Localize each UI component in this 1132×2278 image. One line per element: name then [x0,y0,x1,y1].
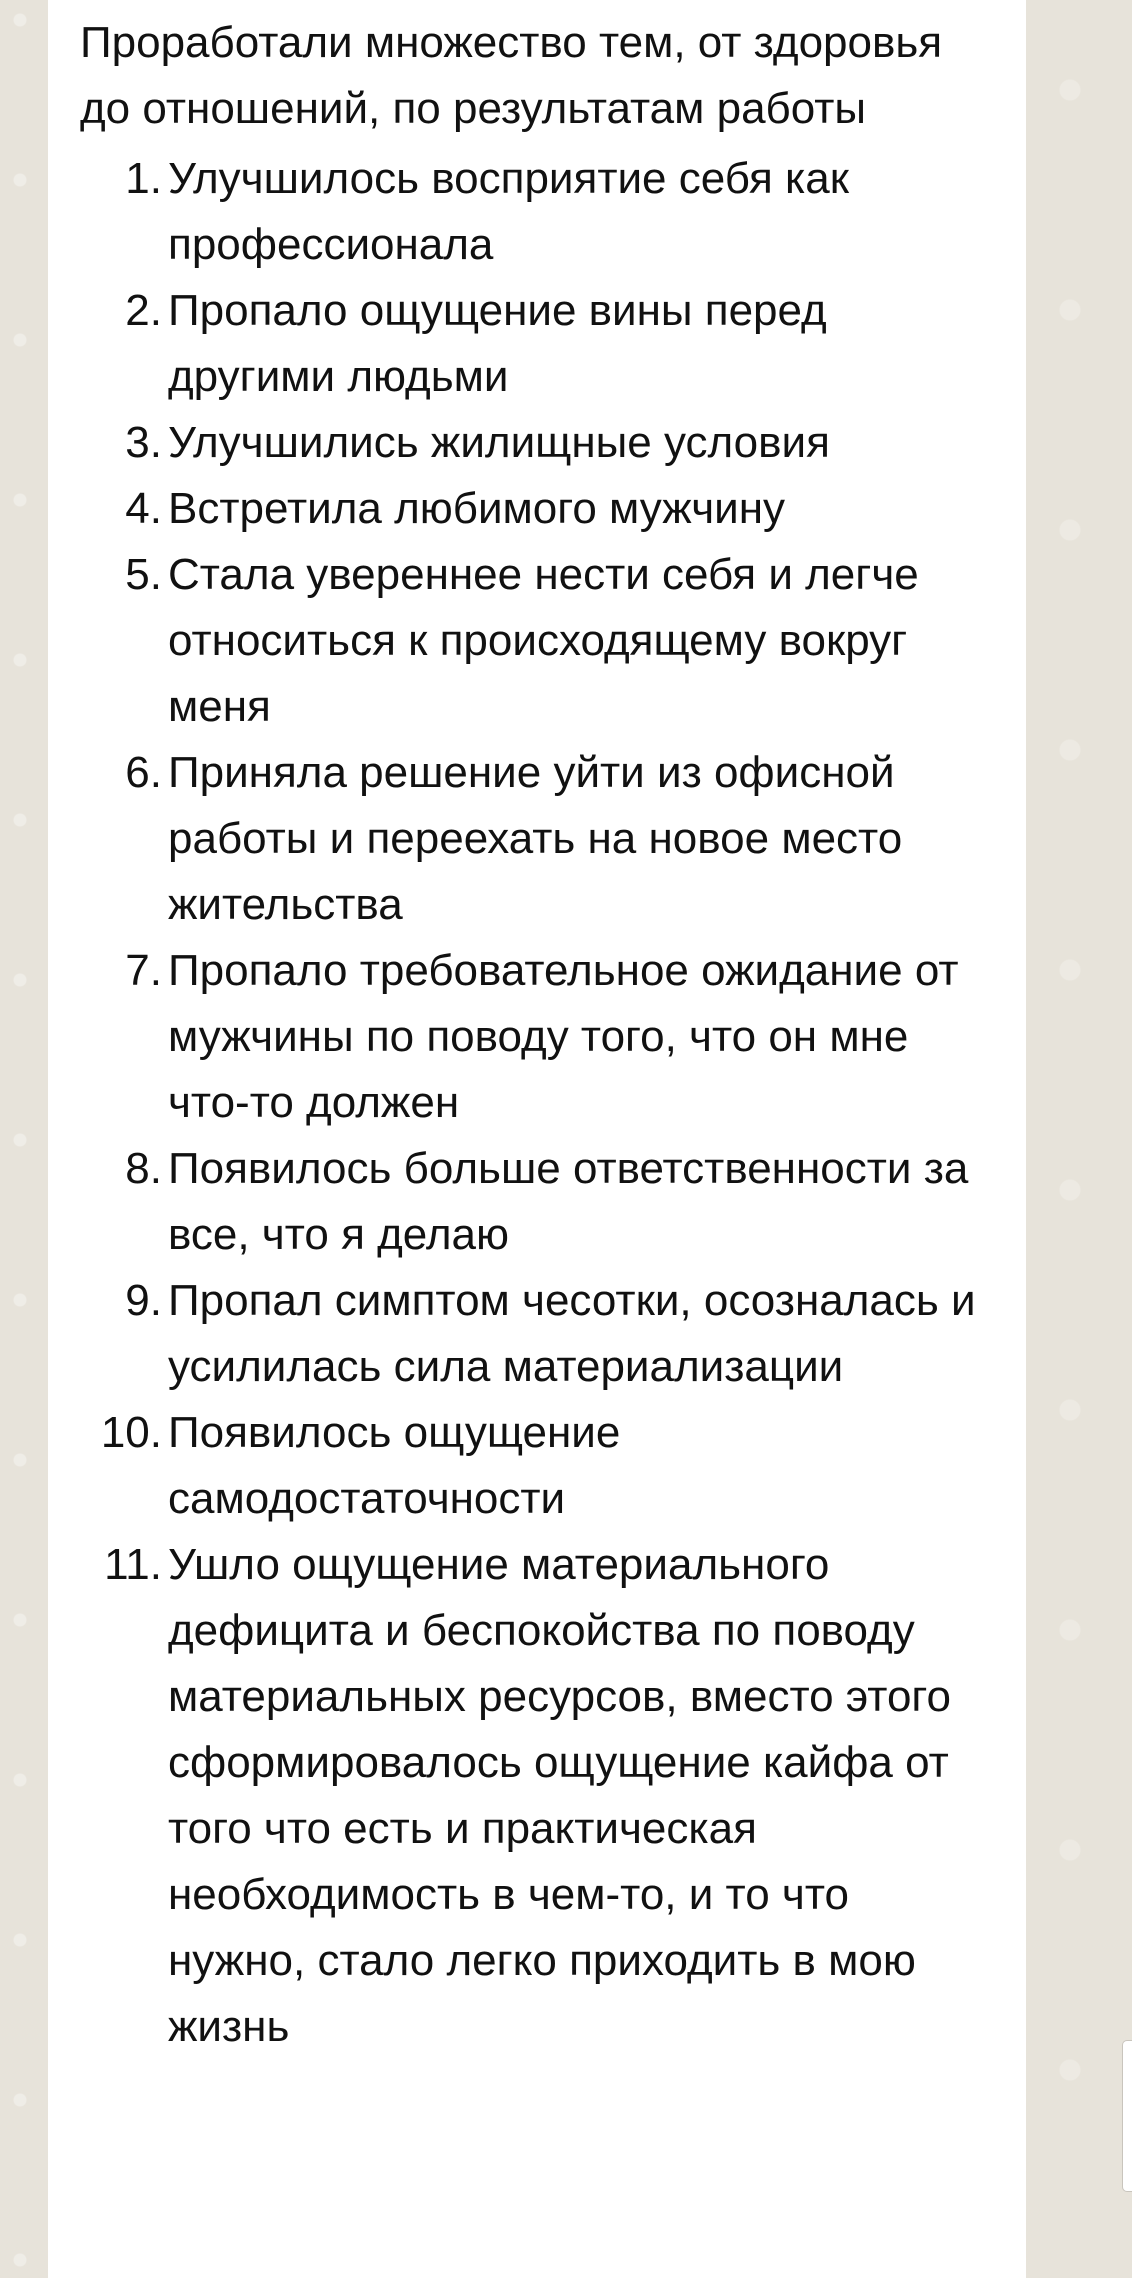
list-item [80,278,994,410]
results-list [80,146,994,2060]
list-item [80,740,994,938]
item-text: Появилось больше ответственности за все, что я делаю [168,1144,969,1259]
list-item [80,1268,994,1400]
list-item [80,146,994,278]
list-item [80,542,994,740]
message-bubble[interactable] [48,0,1026,2278]
list-item [80,1400,994,1532]
item-number: 11. [104,1540,162,1589]
item-number: 4. [125,484,162,533]
item-text: Встретила любимого мужчину [168,484,786,533]
list-item [80,938,994,1136]
item-text: Появилось ощущение самодостаточности [168,1408,621,1523]
item-text: Пропало ощущение вины перед другими людьми [168,286,827,401]
item-text: Улучшились жилищные условия [168,418,830,467]
item-text: Стала увереннее нести себя и легче относиться к происходящему вокруг меня [168,550,919,731]
item-number: 10. [100,1408,162,1457]
item-number: 3. [125,418,162,467]
list-item [80,1136,994,1268]
item-text: Приняла решение уйти из офисной работы и переехать на новое место жительства [168,748,903,929]
item-text: Ушло ощущение материального дефицита и беспокойства по поводу материальных ресурсов, вместо этого сформировалось ощущение кайфа от того что есть и практическая необходимость в чем-то, и то что нужно, стало легко приходить в мою жизнь [168,1540,951,2051]
list-item [80,1532,994,2060]
item-text: Пропало требовательное ожидание от мужчины по поводу того, что он мне что-то должен [168,946,959,1127]
item-number: 1. [125,154,162,203]
item-number: 5. [125,550,162,599]
item-number: 6. [125,748,162,797]
list-item [80,410,994,476]
scroll-indicator[interactable] [1122,2040,1132,2192]
item-text: Пропал симптом чесотки, осозналась и усилилась сила материализации [168,1276,976,1391]
list-item [80,476,994,542]
item-number: 9. [125,1276,162,1325]
item-text: Улучшилось восприятие себя как профессионала [168,154,849,269]
item-number: 7. [125,946,162,995]
item-number: 2. [125,286,162,335]
item-number: 8. [125,1144,162,1193]
message-intro: Проработали множество тем, от здоровья до отношений, по результатам работы [80,18,943,133]
